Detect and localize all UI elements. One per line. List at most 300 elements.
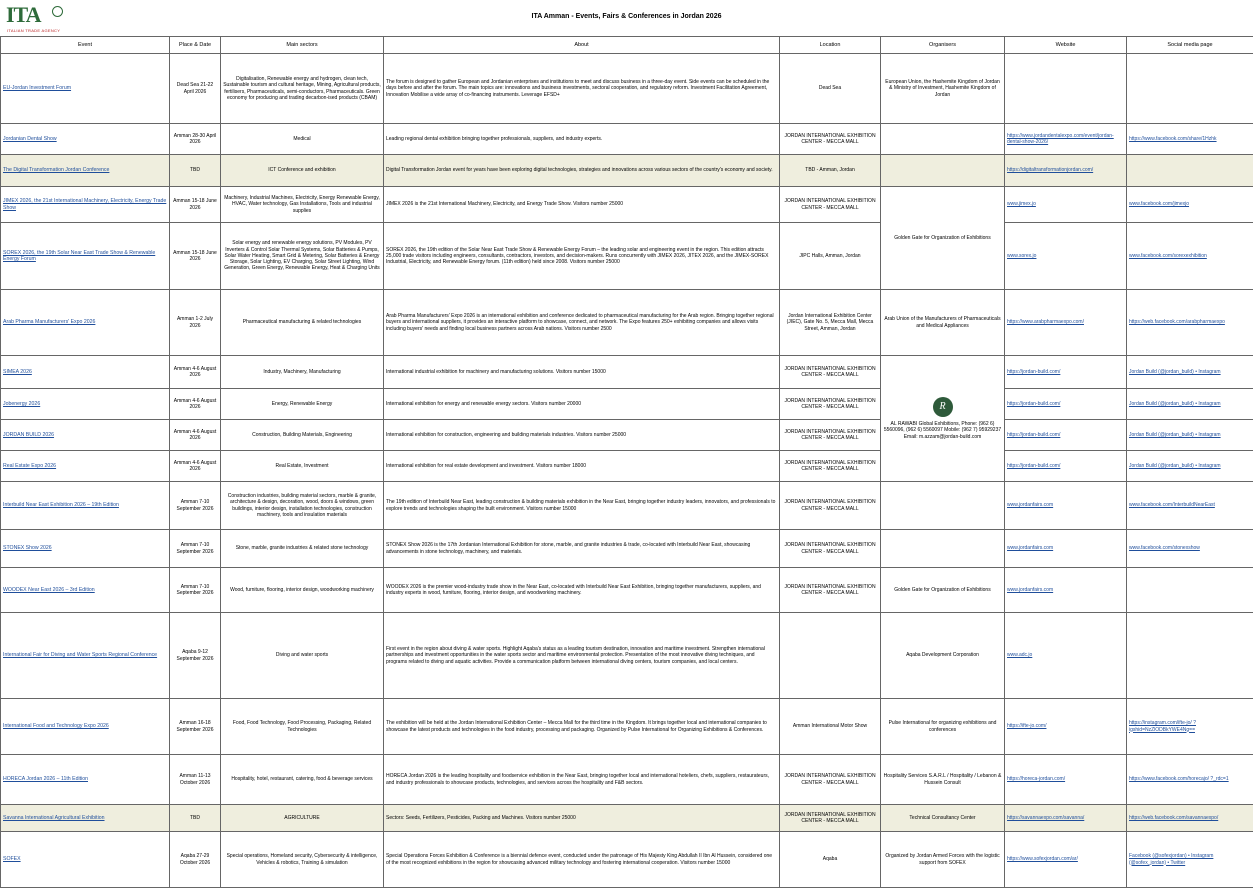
location	[780, 451, 881, 482]
social-media	[1127, 420, 1253, 451]
col-header-website: Website	[1005, 37, 1127, 54]
main-sectors-text: Pharmaceutical manufacturing & related technologies	[243, 319, 361, 325]
main-sectors-text: Industry, Machinery, Manufacturing	[263, 369, 340, 375]
event-name-link[interactable]: Real Estate Expo 2026	[3, 463, 56, 469]
main-sectors	[221, 389, 384, 420]
organiser-text: Technical Consultancy Center	[909, 815, 975, 821]
website	[1005, 389, 1127, 420]
table-body	[1, 54, 1253, 888]
event-name-link[interactable]: International Fair for Diving and Water Sports Regional Conference	[3, 652, 157, 658]
table-row	[1, 155, 1253, 187]
organiser-text: Arab Union of the Manufacturers of Pharmaceuticals and Medical Appliances	[884, 316, 1000, 328]
event-name-link[interactable]: The Digital Transformation Jordan Conference	[3, 167, 109, 173]
location-text: JORDAN INTERNATIONAL EXHIBITION CENTER - MECCA MALL	[784, 198, 875, 210]
place-date-text: TBD	[190, 815, 200, 821]
col-header-organisers: Organisers	[881, 37, 1005, 54]
main-sectors	[221, 54, 384, 124]
website-link[interactable]: https://jordan-build.com/	[1007, 463, 1060, 469]
location	[780, 54, 881, 124]
location-text: JORDAN INTERNATIONAL EXHIBITION CENTER - MECCA MALL	[784, 773, 875, 785]
table-row	[1, 187, 1253, 223]
social-media-link[interactable]: www.facebook.com/jimexjo	[1129, 201, 1189, 207]
place-date-text: Amman 16-18 September 2026	[177, 720, 214, 732]
main-sectors	[221, 356, 384, 389]
location-text: Amman International Motor Show	[793, 723, 867, 729]
location	[780, 356, 881, 389]
location	[780, 389, 881, 420]
about	[384, 290, 780, 356]
organiser	[881, 482, 1005, 530]
event-name-link[interactable]: Arab Pharma Manufacturers' Expo 2026	[3, 319, 95, 325]
organiser-text: European Union, the Hashemite Kingdom of Jordan & Ministry of Investment, Hashemite Kingdom of Jordan	[885, 79, 1000, 97]
main-sectors-text: Construction, Building Materials, Engineering	[252, 432, 352, 438]
website-link[interactable]: https://jordan-build.com/	[1007, 401, 1060, 407]
place-date	[170, 482, 221, 530]
website-link[interactable]: https://savannaexpo.com/savanna/	[1007, 815, 1084, 821]
location	[780, 699, 881, 755]
table-row	[1, 124, 1253, 155]
social-media-link[interactable]: https://www.facebook.com/share/1Hzhk	[1129, 136, 1217, 142]
place-date-text: Amman 4-6 August 2026	[174, 398, 217, 410]
location	[780, 155, 881, 187]
about	[384, 389, 780, 420]
location-text: JORDAN INTERNATIONAL EXHIBITION CENTER - MECCA MALL	[784, 584, 875, 596]
social-media	[1127, 356, 1253, 389]
place-date-text: Amman 7-10 September 2026	[177, 542, 214, 554]
event-name-link[interactable]: WOODEX Near East 2026 – 3rd Edition	[3, 587, 95, 593]
place-date	[170, 568, 221, 613]
social-media	[1127, 54, 1253, 124]
event-name-link[interactable]: Jobenergy 2026	[3, 401, 40, 407]
event-name-link[interactable]: Interbuild Near East Exhibition 2026 – 19th Edition	[3, 502, 119, 508]
website	[1005, 420, 1127, 451]
website	[1005, 187, 1127, 223]
organiser-text: AL RAWABI Global Exhibitions, Phone: (962 6) 5560096, (962 6) 5560097 Mobile: (962 7) 95929237 Email: m.azzam@jordan-build.com	[884, 421, 1001, 439]
about-text: International exhibition for real estate development and investment. Visitors number 18000	[386, 463, 586, 469]
main-sectors	[221, 699, 384, 755]
location-text: JORDAN INTERNATIONAL EXHIBITION CENTER - MECCA MALL	[784, 460, 875, 472]
location-text: JORDAN INTERNATIONAL EXHIBITION CENTER - MECCA MALL	[784, 366, 875, 378]
website-link[interactable]: https://www.sofexjordan.com/ar/	[1007, 856, 1078, 862]
organiser	[881, 124, 1005, 155]
table-row	[1, 389, 1253, 420]
about-text: Arab Pharma Manufacturers' Expo 2026 is an international exhibition and conference dedicated to pharmaceutical manufacturing for the Arab region. Bringing together regional buyers and international suppliers, it provides an interactive platform to showcase, connect, and network. The Expo features 250+ exhibiting companies and allows visits including buyers' needs and finding local business partners across Arab nations. Visitors number 2500	[386, 313, 774, 331]
event-name	[1, 187, 170, 223]
website-link[interactable]: https://jordan-build.com/	[1007, 432, 1060, 438]
location-text: JORDAN INTERNATIONAL EXHIBITION CENTER - MECCA MALL	[784, 499, 875, 511]
website	[1005, 755, 1127, 805]
place-date	[170, 451, 221, 482]
social-media	[1127, 451, 1253, 482]
about	[384, 155, 780, 187]
main-sectors-text: Construction industries, building material sectors, marble & granite, architecture & design, decoration, wood, doors & windows, green buildings, interior design, installation technologies, construction machinery, tools and insulation materials	[228, 493, 376, 518]
location-text: JORDAN INTERNATIONAL EXHIBITION CENTER - MECCA MALL	[784, 133, 875, 145]
col-header-location: Location	[780, 37, 881, 54]
place-date	[170, 699, 221, 755]
table-row	[1, 356, 1253, 389]
place-date-text: Amman 11-13 October 2026	[179, 773, 210, 785]
main-sectors	[221, 420, 384, 451]
place-date-text: Dead Sea 21-22 April 2026	[177, 82, 213, 94]
table-row	[1, 805, 1253, 832]
social-media	[1127, 832, 1253, 888]
place-date	[170, 54, 221, 124]
about	[384, 755, 780, 805]
website-link[interactable]: https://www.jordandentalexpo.com/event/jordan-dental-show-2026/	[1007, 133, 1114, 145]
website	[1005, 155, 1127, 187]
about-text: JIMEX 2026 is the 21st International Machinery, Electricity, and Energy Trade Show. Visitors number 25000	[386, 201, 623, 207]
event-name-link[interactable]: Savanna International Agricultural Exhibition	[3, 815, 105, 821]
website-link[interactable]: www.jimex.jo	[1007, 201, 1036, 207]
location	[780, 530, 881, 568]
place-date-text: Amman 4-6 August 2026	[174, 429, 217, 441]
social-media	[1127, 482, 1253, 530]
event-name	[1, 155, 170, 187]
location-text: Dead Sea	[819, 85, 841, 91]
website	[1005, 451, 1127, 482]
table-row	[1, 755, 1253, 805]
social-media	[1127, 290, 1253, 356]
main-sectors	[221, 451, 384, 482]
place-date	[170, 832, 221, 888]
organiser-text: Golden Gate for Organization of Exhibitions	[894, 235, 990, 241]
main-sectors-text: ICT Conference and exhibition	[268, 167, 335, 173]
place-date-text: Amman 28-30 April 2026	[174, 133, 217, 145]
website	[1005, 482, 1127, 530]
location-text: JIPC Halls, Amman, Jordan	[799, 253, 860, 259]
event-name-link[interactable]: JORDAN BUILD 2026	[3, 432, 54, 438]
event-name-link[interactable]: SIMEA 2026	[3, 369, 32, 375]
table-row	[1, 290, 1253, 356]
place-date	[170, 530, 221, 568]
about	[384, 223, 780, 290]
social-media-link[interactable]: https://web.facebook.com/arabpharmaexpo	[1129, 319, 1225, 325]
about	[384, 451, 780, 482]
main-sectors-text: Medical	[293, 136, 310, 142]
about	[384, 613, 780, 699]
social-media	[1127, 755, 1253, 805]
main-sectors-text: Real Estate, Investment	[275, 463, 328, 469]
location	[780, 223, 881, 290]
main-sectors	[221, 613, 384, 699]
main-sectors-text: Hospitality, hotel, restaurant, catering, food & beverage services	[231, 776, 372, 782]
organiser	[881, 356, 1005, 482]
col-header-about: About	[384, 37, 780, 54]
website	[1005, 805, 1127, 832]
main-sectors	[221, 568, 384, 613]
place-date-text: TBD	[190, 167, 200, 173]
social-media-link[interactable]: www.facebook.com/sorexexhibition	[1129, 253, 1207, 259]
col-header-social: Social media page	[1127, 37, 1253, 54]
place-date	[170, 187, 221, 223]
about-text: Special Operations Forces Exhibition & Conference is a biennial defence event, conducted under the patronage of His Majesty King Abdullah II Ibn Al Hussein, considered one of the most recognized exhibitions in the region for showcasing advanced military technology and fostering international cooperation. Visitors number 15000	[386, 853, 772, 865]
about-text: The 19th edition of Interbuild Near East, leading construction & building materials exhibition in the Near East, bringing together industry leaders, innovators, and professionals to explore trends and technologies shaping the built environment. Visitors number 15000	[386, 499, 775, 511]
event-name	[1, 420, 170, 451]
about	[384, 832, 780, 888]
event-name-link[interactable]: Jordanian Dental Show	[3, 136, 57, 142]
website-link[interactable]: www.adc.jo	[1007, 652, 1032, 658]
main-sectors-text: Energy, Renewable Energy	[272, 401, 333, 407]
about	[384, 420, 780, 451]
place-date	[170, 389, 221, 420]
social-media-link[interactable]: https://web.facebook.com/savannaexpo/	[1129, 815, 1218, 821]
col-header-event: Event	[1, 37, 170, 54]
main-sectors	[221, 805, 384, 832]
website-link[interactable]: www.jordanfairs.com	[1007, 502, 1053, 508]
location	[780, 124, 881, 155]
event-name	[1, 613, 170, 699]
website-link[interactable]: https://horeca-jordan.com/	[1007, 776, 1065, 782]
location	[780, 755, 881, 805]
place-date	[170, 805, 221, 832]
table-row	[1, 451, 1253, 482]
social-media-link[interactable]: Facebook (@sofexjordan) • Instagram (@sofex_jordan) • Twitter	[1129, 853, 1213, 865]
event-name-link[interactable]: EU-Jordan Investment Forum	[3, 85, 71, 91]
table-row	[1, 699, 1253, 755]
about-text: First event in the region about diving & water sports. Highlight Aqaba's status as a leading tourism destination, innovation and maritime investment. Strengthen international partnerships and investment opportunities in the water sports sector and maritime environmental protection. Presentation of the most innovative diving techniques, and programs related to diving and aquatic activities. Provide a communication platform between international diving centers, tourism companies, and local centers.	[386, 646, 765, 664]
about-text: Sectors: Seeds, Fertilizers, Pesticides, Packing and Machines. Visitors number 25000	[386, 815, 576, 821]
header-row	[1, 37, 1253, 54]
location-text: Jordan International Exhibition Center (JIEC), Gate No. 5, Mecca Mall, Mecca Street, Amman, Jordan	[787, 313, 874, 331]
place-date-text: Amman 4-6 August 2026	[174, 366, 217, 378]
social-media	[1127, 699, 1253, 755]
social-media-link[interactable]: Jordan Build (@jordan_build) • Instagram	[1129, 463, 1221, 469]
sheet-header	[0, 0, 1253, 36]
location	[780, 832, 881, 888]
organiser	[881, 805, 1005, 832]
about-text: Digital Transformation Jordan event for years have been exploring digital technologies, strategies and innovations across various sectors of the country's economy and society.	[386, 167, 773, 173]
main-sectors	[221, 755, 384, 805]
main-sectors	[221, 223, 384, 290]
website-link[interactable]: www.jordanfairs.com	[1007, 545, 1053, 551]
about-text: The exhibition will be held at the Jordan International Exhibition Center – Mecca Mall for the third time in the Kingdom. It brings together local and international companies to showcase the latest products and technologies in the food industry, processing and packaging. Organized by Pulse International for Organizing Exhibitions & Conferences.	[386, 720, 767, 732]
website-link[interactable]: https://digitaltransformationjordan.com/	[1007, 167, 1093, 173]
location-text: JORDAN INTERNATIONAL EXHIBITION CENTER - MECCA MALL	[784, 429, 875, 441]
main-sectors	[221, 530, 384, 568]
events-table	[0, 36, 1253, 888]
logo-text: ITA	[6, 2, 41, 28]
place-date	[170, 155, 221, 187]
location-text: TBD - Amman, Jordan	[805, 167, 854, 173]
place-date-text: Aqaba 9-12 September 2026	[177, 649, 214, 661]
organiser-text: Golden Gate for Organization of Exhibitions	[894, 587, 990, 593]
place-date	[170, 755, 221, 805]
organiser	[881, 530, 1005, 568]
organiser	[881, 568, 1005, 613]
about	[384, 124, 780, 155]
website	[1005, 568, 1127, 613]
page-title: ITA Amman - Events, Fairs & Conferences in Jordan 2026	[0, 13, 1253, 20]
event-name	[1, 805, 170, 832]
place-date	[170, 356, 221, 389]
about	[384, 568, 780, 613]
location	[780, 805, 881, 832]
event-name-link[interactable]: SOREX 2026, the 19th Solar Near East Trade Show & Renewable Energy Forum	[3, 250, 155, 262]
website	[1005, 530, 1127, 568]
event-name	[1, 832, 170, 888]
location-text: JORDAN INTERNATIONAL EXHIBITION CENTER - MECCA MALL	[784, 398, 875, 410]
website-link[interactable]: https://jordan-build.com/	[1007, 369, 1060, 375]
location	[780, 568, 881, 613]
about-text: SOREX 2026, the 19th edition of the Solar Near East Trade Show & Renewable Energy Forum – the leading solar and engineering event in the region. This edition attracts 25,000 trade visitors including engineers, consultants, contractors, investors, and decision-makers. Runs concurrently with JIMEX 2026, JITEX 2026, and the JIMEX-SOREX Industrial, Electricity, and Renewable Energy forum. (11th edition) held since 2008. Visitors number 25000	[386, 247, 768, 265]
about	[384, 530, 780, 568]
place-date	[170, 290, 221, 356]
event-name	[1, 530, 170, 568]
website-link[interactable]: www.sorex.jo	[1007, 253, 1036, 259]
table-row	[1, 613, 1253, 699]
place-date	[170, 613, 221, 699]
social-media	[1127, 568, 1253, 613]
about-text: WOODEX 2026 is the premier wood-industry trade show in the Near East, co-located with Interbuild Near East Exhibition, bringing together manufacturers, suppliers, and industry experts in wood, furniture, flooring, interior design, and woodworking machinery.	[386, 584, 761, 596]
event-name	[1, 482, 170, 530]
about	[384, 356, 780, 389]
social-media	[1127, 389, 1253, 420]
website	[1005, 290, 1127, 356]
table-row	[1, 568, 1253, 613]
place-date-text: Amman 7-10 September 2026	[177, 499, 214, 511]
main-sectors	[221, 832, 384, 888]
alrawabi-logo-icon: R	[933, 397, 953, 417]
website	[1005, 613, 1127, 699]
website-link[interactable]: https://www.arabpharmaexpo.com/	[1007, 319, 1084, 325]
social-media-link[interactable]: https://instagram.com/ifte-jo/ ?igshid=NzZlODBkYWE4Ng==	[1129, 720, 1196, 732]
main-sectors	[221, 290, 384, 356]
location-text: JORDAN INTERNATIONAL EXHIBITION CENTER - MECCA MALL	[784, 542, 875, 554]
social-media	[1127, 805, 1253, 832]
organiser-text: Pulse International for organizing exhibitions and conferences	[889, 720, 997, 732]
organiser	[881, 832, 1005, 888]
place-date-text: Amman 1-2 July 2026	[177, 316, 213, 328]
main-sectors	[221, 482, 384, 530]
about	[384, 187, 780, 223]
place-date-text: Amman 7-10 September 2026	[177, 584, 214, 596]
event-name	[1, 389, 170, 420]
social-media-link[interactable]: Jordan Build (@jordan_build) • Instagram	[1129, 369, 1221, 375]
main-sectors-text: Solar energy and renewable energy solutions, PV Modules, PV Inverters & Control Solar Thermal Systems, Solar Batteries & Pumps, Solar Water Heating, Smart Grid & Metering, Solar Batteries & Energy Storage, Solar Lighting, EV Charging, Solar Street Lighting, Wind Generation, Green Energy, Renewable Energy, Heat & Charging Units	[224, 240, 379, 271]
social-media-link[interactable]: Jordan Build (@jordan_build) • Instagram	[1129, 401, 1221, 407]
main-sectors-text: Machinery, Industrial Machines, Electricity, Energy Renewable Energy, HVAC, Water technology, Gas Installations, Tools and industrial supplies	[224, 195, 380, 213]
event-name	[1, 124, 170, 155]
website	[1005, 223, 1127, 290]
about-text: International industrial exhibition for machinery and manufacturing solutions. Visitors number 15000	[386, 369, 606, 375]
main-sectors	[221, 187, 384, 223]
organiser	[881, 755, 1005, 805]
place-date-text: Aqaba 27-29 October 2026	[180, 853, 210, 865]
main-sectors-text: Diving and water sports	[276, 652, 328, 658]
event-name-link[interactable]: STONEX Show 2026	[3, 545, 52, 551]
organiser-text: Organized by Jordan Armed Forces with the logistic support from SOFEX	[885, 853, 999, 865]
organiser-text: Aqaba Development Corporation	[906, 652, 979, 658]
main-sectors-text: Special operations, Homeland security, Cybersecurity & intelligence, Vehicles & robotics, Training & simulation	[227, 853, 378, 865]
event-name-link[interactable]: HORECA Jordan 2026 – 11th Edition	[3, 776, 88, 782]
website	[1005, 54, 1127, 124]
event-name	[1, 54, 170, 124]
organiser	[881, 155, 1005, 187]
location-text: Aqaba	[823, 856, 837, 862]
location	[780, 187, 881, 223]
website-link[interactable]: www.jordanfairs.com	[1007, 587, 1053, 593]
location	[780, 420, 881, 451]
about-text: International exhibition for energy and renewable energy sectors. Visitors number 20000	[386, 401, 581, 407]
organiser-text: Hospitality Services S.A.R.L / Hospitality / Lebanon & Hussein Consult	[884, 773, 1002, 785]
place-date	[170, 223, 221, 290]
about-text: International exhibition for construction, engineering and building materials industries. Visitors number 25000	[386, 432, 626, 438]
social-media	[1127, 124, 1253, 155]
event-name	[1, 755, 170, 805]
website	[1005, 356, 1127, 389]
event-name	[1, 451, 170, 482]
about-text: STONEX Show 2026 is the 17th Jordanian International Exhibition for stone, marble, and granite industries & trade, co-located with Interbuild Near East, showcasing advancements in stone technology, machinery, and materials.	[386, 542, 750, 554]
website	[1005, 832, 1127, 888]
social-media	[1127, 613, 1253, 699]
location	[780, 290, 881, 356]
location	[780, 613, 881, 699]
organiser	[881, 187, 1005, 290]
about-text: The forum is designed to gather European and Jordanian enterprises and institutions to meet and discuss business in a three-day event. Side events can be scheduled in the days before and after the forum. The main topics are: innovations and business investments, sectoral cooperation, and regulatory reform. Investment Facilitation Agreement, Innovation Mobilise a wide array of co-financing instruments. Leverage EFSD+	[386, 79, 769, 97]
organiser	[881, 699, 1005, 755]
table-row	[1, 223, 1253, 290]
place-date	[170, 124, 221, 155]
table-row	[1, 482, 1253, 530]
event-name-link[interactable]: SOFEX	[3, 856, 21, 862]
event-name-link[interactable]: JIMEX 2026, the 21st International Machinery, Electricity, Energy Trade Show	[3, 198, 166, 210]
location	[780, 482, 881, 530]
about	[384, 805, 780, 832]
organiser	[881, 613, 1005, 699]
website	[1005, 699, 1127, 755]
social-media	[1127, 155, 1253, 187]
main-sectors	[221, 124, 384, 155]
social-media-link[interactable]: www.facebook.com/InterbuildNearEast	[1129, 502, 1215, 508]
about	[384, 482, 780, 530]
table-row	[1, 530, 1253, 568]
website	[1005, 124, 1127, 155]
website-link[interactable]: https://ifte-jo.com/	[1007, 723, 1046, 729]
main-sectors-text: AGRICULTURE	[284, 815, 319, 821]
event-name	[1, 356, 170, 389]
event-name-link[interactable]: International Food and Technology Expo 2026	[3, 723, 109, 729]
event-name	[1, 290, 170, 356]
social-media-link[interactable]: www.facebook.com/stonexshow	[1129, 545, 1200, 551]
main-sectors-text: Digitalisation, Renewable energy and hydrogen, clean tech, Sustainable tourism and cultural heritage, Mining, Agricultural products, fertilisers, Pharmaceuticals, semi-conductors, Pharmaceuticals. Green economy for producing and trading decarbon-ised products (CBAM)	[223, 76, 381, 101]
main-sectors	[221, 155, 384, 187]
about	[384, 699, 780, 755]
place-date-text: Amman 15-18 June 2026	[173, 250, 217, 262]
logo-subtitle: ITALIAN TRADE AGENCY	[7, 28, 60, 33]
social-media-link[interactable]: https://www.facebook.com/horecajo/ ?_rdc=1	[1129, 776, 1229, 782]
event-name	[1, 223, 170, 290]
social-media	[1127, 223, 1253, 290]
social-media-link[interactable]: Jordan Build (@jordan_build) • Instagram	[1129, 432, 1221, 438]
about	[384, 54, 780, 124]
place-date-text: Amman 4-6 August 2026	[174, 460, 217, 472]
social-media	[1127, 187, 1253, 223]
col-header-place-date: Place & Date	[170, 37, 221, 54]
organiser	[881, 290, 1005, 356]
organiser	[881, 54, 1005, 124]
main-sectors-text: Stone, marble, granite industries & related stone technology	[236, 545, 369, 551]
about-text: HORECA Jordan 2026 is the leading hospitality and foodservice exhibition in the Near East, bringing together local and international hoteliers, chefs, suppliers, restaurateurs, and industry professionals to showcase products, technologies, and services across the hospitality and F&B sectors.	[386, 773, 769, 785]
main-sectors-text: Wood, furniture, flooring, interior design, woodworking machinery	[230, 587, 374, 593]
table-row	[1, 832, 1253, 888]
col-header-sectors: Main sectors	[221, 37, 384, 54]
main-sectors-text: Food, Food Technology, Food Processing, Packaging, Related Technologies	[233, 720, 371, 732]
place-date	[170, 420, 221, 451]
about-text: Leading regional dental exhibition bringing together professionals, suppliers, and industry experts.	[386, 136, 602, 142]
table-row	[1, 420, 1253, 451]
event-name	[1, 568, 170, 613]
place-date-text: Amman 15-18 June 2026	[173, 198, 217, 210]
